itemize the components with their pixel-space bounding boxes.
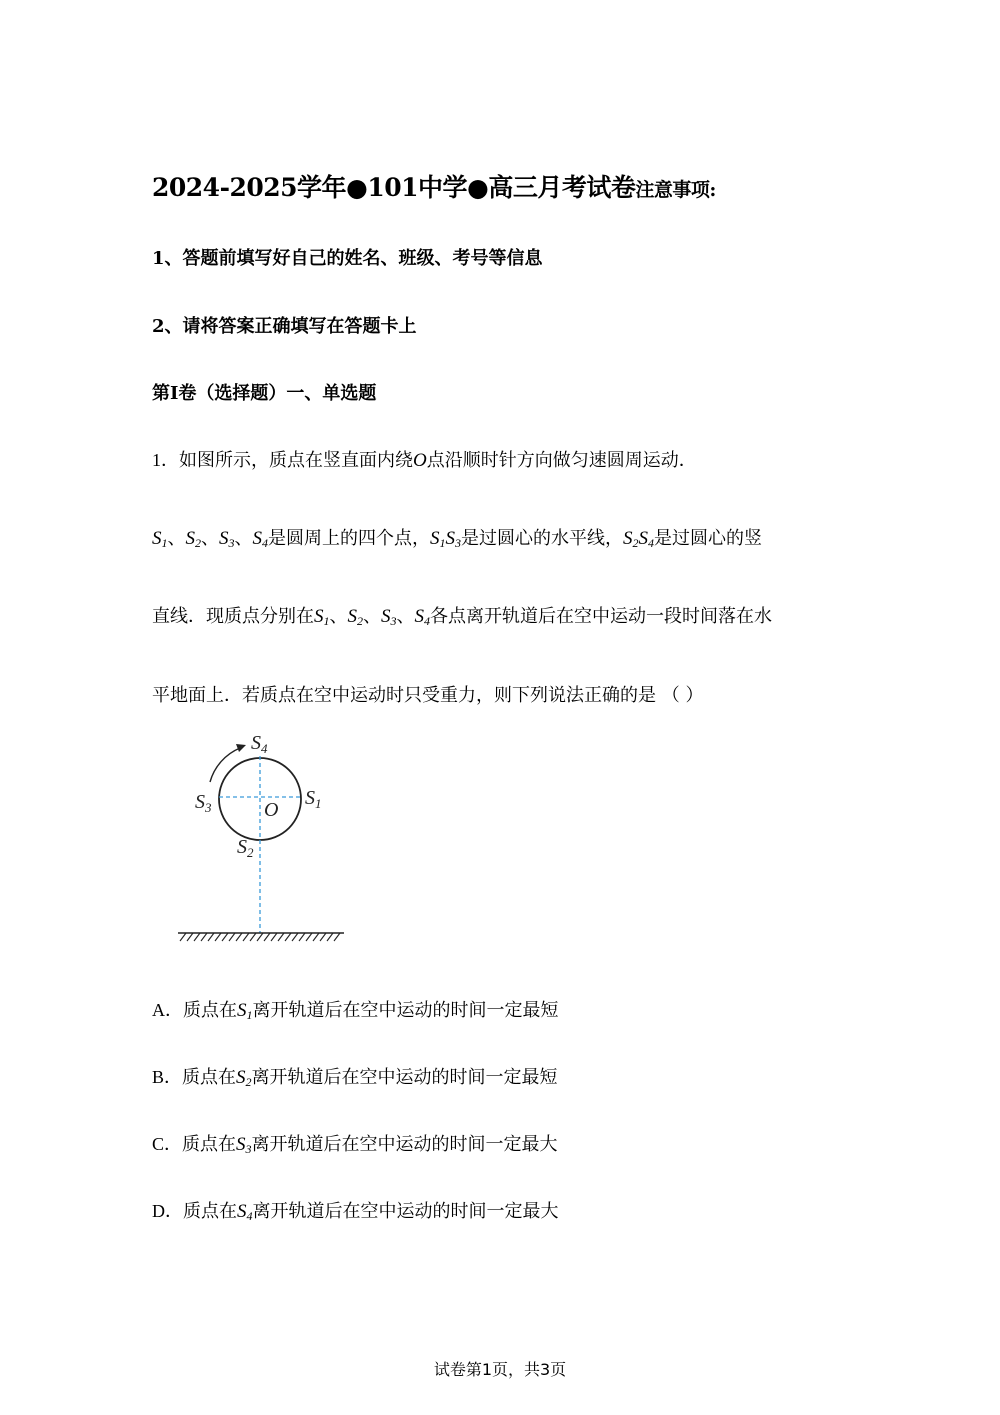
option-text: 质点在 [182, 1067, 237, 1088]
option-symbol: $S_4$ [237, 1201, 253, 1223]
option-letter: B． [152, 1067, 183, 1087]
question-text: 是过圆心的水平线， [461, 528, 623, 549]
symbol-s4: $S_4$ [414, 606, 430, 628]
label-s4: $S_4$ [251, 732, 268, 756]
option-a[interactable] [152, 996, 559, 1023]
option-letter: D． [152, 1201, 183, 1221]
option-b[interactable] [152, 1063, 558, 1090]
notice-heading: 注意事项: [635, 179, 716, 201]
option-text: 离开轨道后在空中运动的时间一定最短 [251, 1067, 558, 1088]
exam-title: 2024-2025学年●101中学●高三月考试卷 [152, 173, 636, 202]
label-s2: $S_2$ [237, 836, 254, 860]
question-line-1 [152, 446, 697, 472]
symbol-s2s4: $S_2S_4$ [623, 528, 654, 550]
option-letter: A． [152, 1000, 183, 1020]
symbol-s3: $S_3$ [381, 606, 397, 628]
circle-diagram [170, 725, 360, 954]
label-s1: $S_1$ [305, 787, 322, 811]
option-letter: C． [152, 1134, 183, 1154]
page-footer: 试卷第1页，共3页 [433, 1360, 567, 1379]
option-symbol: $S_1$ [237, 1000, 253, 1022]
section-heading: 第I卷（选择题）一、单选题 [152, 383, 377, 404]
question-line-4: 平地面上．若质点在空中运动时只受重力，则下列说法正确的是 （ ） [152, 685, 704, 706]
page-title [152, 168, 716, 204]
option-d[interactable] [152, 1197, 559, 1224]
option-text: 质点在 [183, 1201, 237, 1222]
question-line-2: $S_1$、$S_2$、$S_3$、$S_4$是圆周上的四个点，$S_1S_3$是过圆心的水平线，$S_2S_4$是过圆心的竖 [152, 528, 762, 550]
symbol-s2: $S_2$ [185, 528, 201, 550]
option-text: 质点在 [183, 1000, 237, 1021]
label-s3: $S_3$ [195, 791, 212, 815]
question-text: 直线．现质点分别在 [152, 606, 314, 627]
label-o: O [264, 799, 279, 821]
symbol-s1: $S_1$ [314, 606, 330, 628]
question-number: 1． [152, 450, 179, 470]
notice-2: 2、请将答案正确填写在答题卡上 [152, 316, 417, 337]
option-symbol: $S_3$ [236, 1134, 252, 1156]
ground-hatching [180, 933, 340, 941]
point-o: O [413, 450, 427, 471]
option-symbol: $S_2$ [236, 1067, 252, 1089]
symbol-s2: $S_2$ [347, 606, 363, 628]
option-text: 质点在 [182, 1134, 237, 1155]
question-text: 是过圆心的竖 [654, 528, 762, 549]
question-text: 各点离开轨道后在空中运动一段时间落在水 [430, 606, 772, 627]
question-text: 点沿顺时针方向做匀速圆周运动． [426, 450, 697, 471]
option-text: 离开轨道后在空中运动的时间一定最大 [252, 1201, 559, 1222]
symbol-s4: $S_4$ [252, 528, 268, 550]
question-text: 是圆周上的四个点， [268, 528, 430, 549]
option-text: 离开轨道后在空中运动的时间一定最短 [252, 1000, 559, 1021]
question-text: 如图所示，质点在竖直面内绕 [179, 450, 413, 471]
symbol-s1: $S_1$ [152, 528, 168, 550]
notice-1: 1、答题前填写好自己的姓名、班级、考号等信息 [152, 248, 543, 269]
question-line-3: 直线．现质点分别在$S_1$、$S_2$、$S_3$、$S_4$各点离开轨道后在空中运动一段时间落在水 [152, 606, 772, 628]
option-text: 离开轨道后在空中运动的时间一定最大 [251, 1134, 558, 1155]
symbol-s3: $S_3$ [219, 528, 235, 550]
symbol-s1s3: $S_1S_3$ [430, 528, 461, 550]
option-c[interactable] [152, 1130, 558, 1157]
